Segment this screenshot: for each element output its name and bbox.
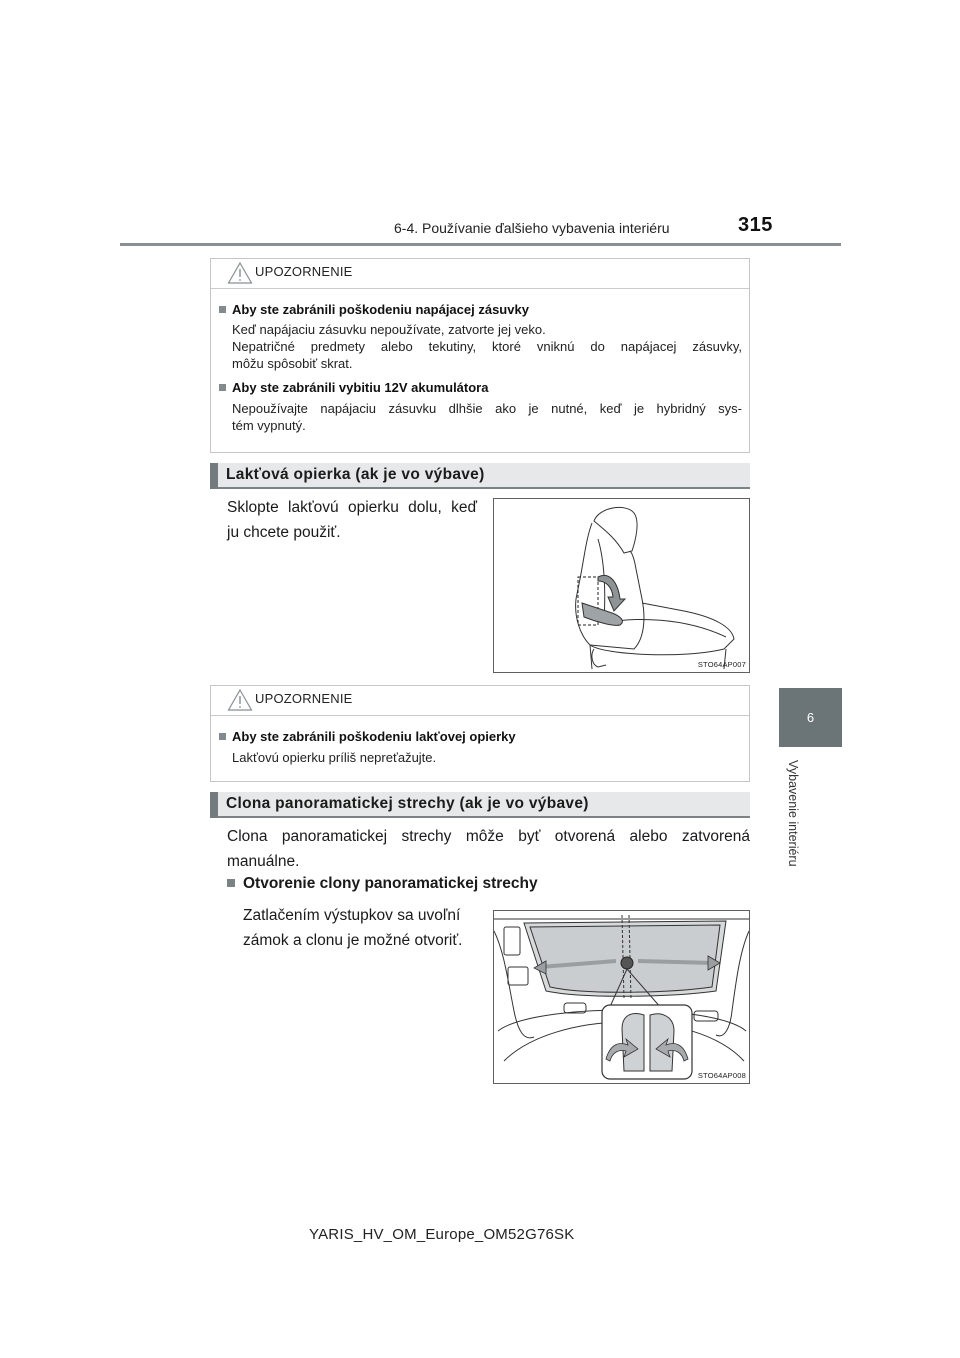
chapter-tab (779, 688, 842, 747)
bullet-square-icon (219, 306, 226, 313)
footer-doc-id: YARIS_HV_OM_Europe_OM52G76SK (309, 1226, 575, 1243)
warning-header (211, 686, 749, 716)
chapter-label (786, 760, 806, 900)
figure-code: STO64AP008 (697, 1071, 746, 1080)
warning-item-text: Lakťovú opierku príliš nepreťažujte. (232, 750, 437, 765)
roof-shade-instruction: Zatlačením výstupkov sa uvoľní zámok a clonu je možné otvoriť. (243, 907, 463, 949)
roof-shade-subheading: Otvorenie clony panoramatickej strechy (227, 875, 538, 893)
page-number: 315 (738, 214, 773, 236)
warning-title: UPOZORNENIE (255, 264, 353, 279)
warning-item-title: Aby ste zabránili poškodeniu napájacej zásuvky (219, 302, 529, 317)
figure-code: STO64AP007 (697, 660, 746, 669)
warning-triangle-icon (227, 261, 253, 285)
roof-shade-intro: Clona panoramatickej strechy môže byť otvorená alebo zatvorená manuálne. (227, 828, 750, 870)
warning-box-power-outlet (210, 258, 750, 453)
roof-shade-illustration (494, 911, 749, 1083)
bullet-square-icon (219, 733, 226, 740)
figure-armrest (493, 498, 750, 673)
warning-title: UPOZORNENIE (255, 691, 353, 706)
warning-item-text: Keď napájaciu zásuvku nepoužívate, zatvorte jej veko. Nepatričné predmety alebo tekutiny, ktoré vniknú do napájacej zásuvky, môžu spôsobiť skrat. (232, 322, 742, 371)
section-heading-armrest: Lakťová opierka (ak je vo výbave) (210, 463, 750, 489)
bullet-square-icon (219, 384, 226, 391)
warning-header (211, 259, 749, 289)
warning-box-armrest (210, 685, 750, 782)
section-heading-roof-shade: Clona panoramatickej strechy (ak je vo výbave) (210, 792, 750, 818)
header-section-title: 6-4. Používanie ďalšieho vybavenia interiéru (394, 220, 670, 236)
armrest-instruction: Sklopte lakťovú opierku dolu, keď ju chcete použiť. (227, 499, 477, 541)
bullet-square-icon (227, 879, 235, 887)
heading-bar (210, 792, 218, 818)
warning-triangle-icon (227, 688, 253, 712)
header-rule (120, 243, 841, 246)
heading-bar (210, 463, 218, 489)
warning-item-text: Nepoužívajte napájaciu zásuvku dlhšie ako je nutné, keď je hybridný sys- tém vypnutý. (232, 401, 742, 433)
chapter-label-text: Vybavenie interiéru (786, 760, 800, 867)
warning-item-title: Aby ste zabránili vybitiu 12V akumulátora (219, 380, 488, 395)
chapter-number: 6 (806, 710, 815, 725)
seat-armrest-illustration (494, 499, 749, 672)
warning-item-title: Aby ste zabránili poškodeniu lakťovej opierky (219, 729, 516, 744)
figure-roof-shade (493, 910, 750, 1084)
